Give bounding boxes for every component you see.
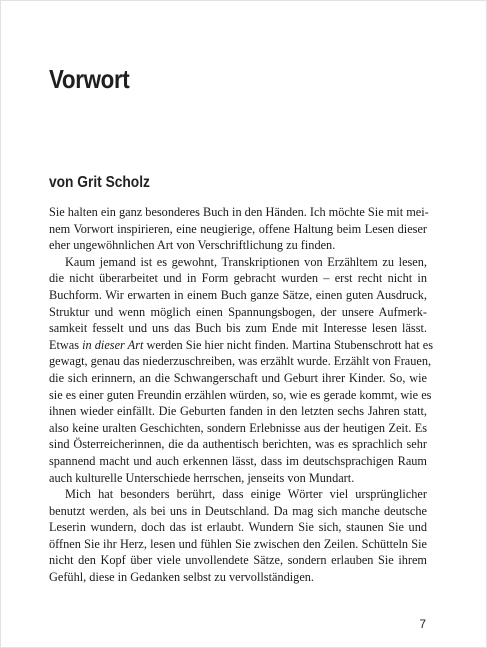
text-line: nicht den Kopf über viele unvollendete Sätze, sondern erlauben Sie ihrem	[49, 553, 427, 568]
text-line: Struktur und wenn möglich einen Spannungsbogen, der unsere Aufmerk-	[49, 304, 427, 319]
text-line: die nicht überarbeitet und in Form gebracht wurden – erst recht nicht in	[49, 271, 427, 286]
text-line: auch kulturelle Unterschiede herrschen, jenseits von Mundart.	[49, 470, 355, 485]
paragraph-3	[49, 486, 427, 586]
text-line: Buchform. Wir erwarten in einem Buch ganze Sätze, einen guten Ausdruck,	[49, 287, 427, 302]
text-line: also keine uralten Geschichten, sondern Erlebnisse aus der heutigen Zeit. Es	[49, 420, 427, 435]
text-line: eher ungewöhnlichen Art von Verschriftlichung zu finden.	[49, 238, 336, 253]
body-text	[49, 204, 433, 586]
text-line: samkeit fesselt und uns das Buch bis zum Ende mit Interesse lesen lässt.	[49, 321, 427, 336]
text-line: Leserin wundern, doch das ist erlaubt. Wundern Sie sich, staunen Sie und	[49, 520, 427, 535]
text-line: gewagt, genau das niederzuschreiben, was erzählt wurde. Erzählt von Frauen,	[49, 354, 432, 369]
paragraph-1	[49, 204, 427, 254]
text-line: öffnen Sie ihr Herz, lesen und fühlen Sie zwischen den Zeilen. Schütteln Sie	[49, 536, 427, 551]
text-line: nem Vorwort inspirieren, eine neugierige, offene Haltung beim Lesen dieser	[49, 221, 427, 236]
text-line: Sie halten ein ganz besonderes Buch in den Händen. Ich möchte Sie mit mei-	[49, 205, 429, 219]
text-line: benutzt werden, als bei uns in Deutschland. Da mag sich manche deutsche	[49, 503, 427, 518]
paragraph-2	[49, 254, 433, 486]
chapter-title: Vorwort	[49, 64, 130, 94]
italic-phrase: in dieser Art	[82, 337, 144, 352]
author-byline: von Grit Scholz	[49, 174, 150, 191]
text-line: sind Österreicherinnen, die da authentisch berichten, was es sprachlich sehr	[49, 437, 427, 452]
text-line: ihnen wieder einfällt. Die Geburten fanden in den letzten sechs Jahren statt,	[49, 404, 427, 419]
text-line: Kaum jemand ist es gewohnt, Transkriptionen von Erzähltem zu lesen,	[65, 254, 427, 269]
text-line: die sich erinnern, an die Schwangerschaft und Geburt ihrer Kinder. So, wie	[49, 370, 427, 385]
text-line: sie es einer guten Freundin erzählen würden, so, wie es gerade kommt, wie es	[49, 387, 432, 402]
page-number: 7	[419, 617, 426, 631]
text-line: spannend macht und auch erkennen lässt, dass im deutschsprachigen Raum	[49, 453, 427, 468]
text-line: Mich hat besonders berührt, dass einige Wörter viel ursprünglicher	[65, 487, 427, 502]
text-line-with-italic: Etwas in dieser Art werden Sie hier nicht finden. Martina Stubenschrott hat es	[49, 337, 433, 352]
text-line: Gefühl, diese in Gedanken selbst zu vervollständigen.	[49, 570, 314, 585]
